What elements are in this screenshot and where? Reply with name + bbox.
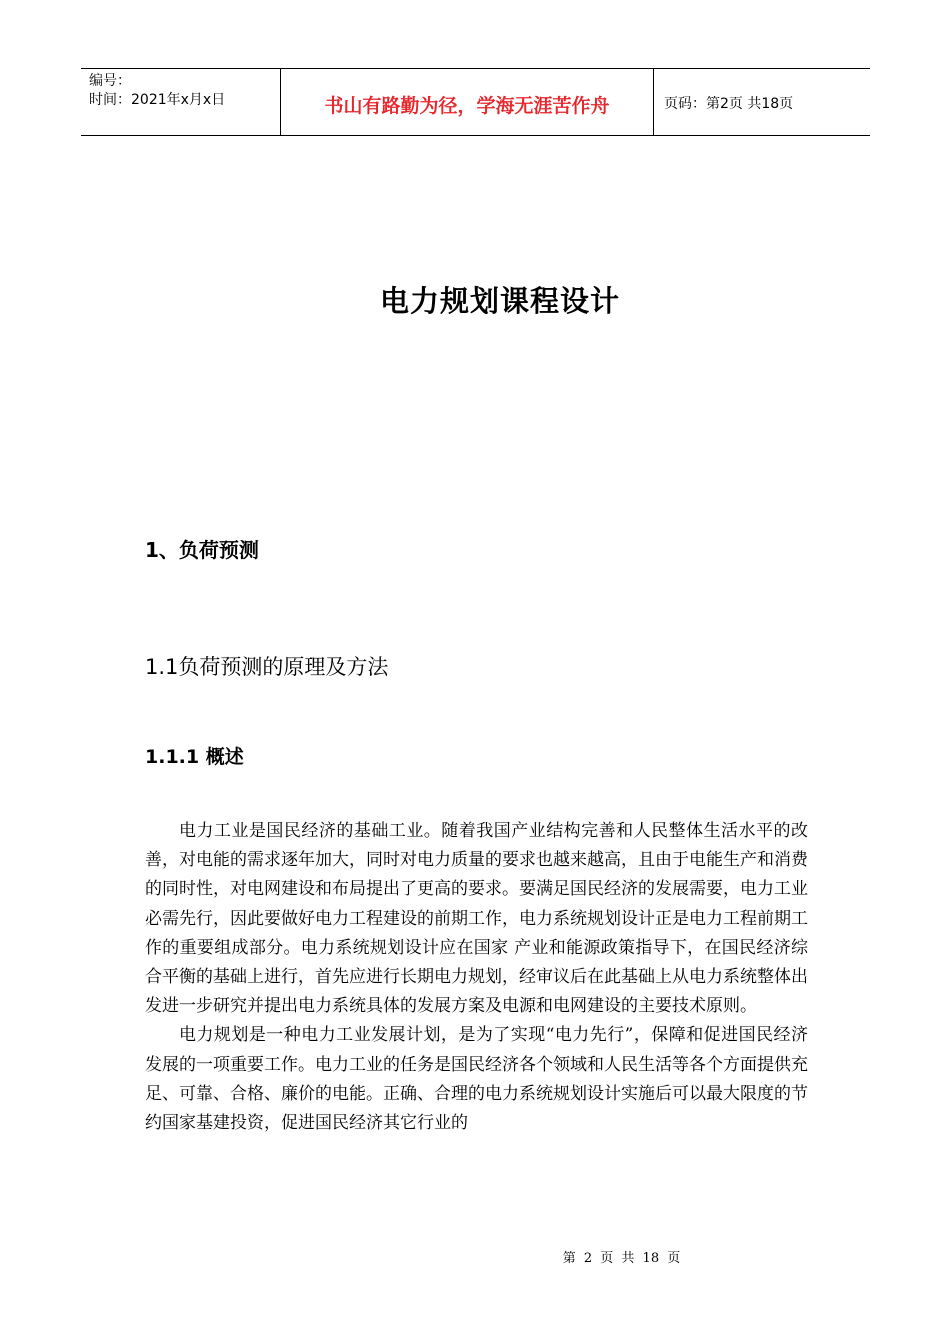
header-left-cell (81, 69, 281, 135)
body-text (145, 817, 808, 1138)
document-title: 电力规划课程设计 (379, 284, 620, 318)
page-footer: 第 2 页 共 18 页 (562, 1251, 681, 1266)
motto-text: 书山有路勤为径，学海无涯苦作舟 (324, 94, 610, 117)
heading-section-1-1-1: 1.1.1 概述 (145, 746, 244, 768)
header-page-cell (654, 69, 870, 135)
heading-section-1: 1、负荷预测 (145, 538, 259, 562)
paragraph: 电力规划是一种电力工业发展计划，是为了实现“电力先行”，保障和促进国民经济发展的一项重要工作。电力工业的任务是国民经济各个领域和人民生活等各个方面提供充足、可靠、合格、廉价的电能。正确、合理的电力系统规划设计实施后可以最大限度的节约国家基建投资，促进国民经济其它行业的 (145, 1025, 808, 1134)
paragraph: 电力工业是国民经济的基础工业。随着我国产业结构完善和人民整体生活水平的改善，对电能的需求逐年加大，同时对电力质量的要求也越来越高，且由于电能生产和消费的同时性，对电网建设和布局提出了更高的要求。要满足国民经济的发展需要，电力工业必需先行，因此要做好电力工程建设的前期工作，电力系统规划设计正是电力工程前期工作的重要组成部分。电力系统规划设计应在国家 产业和能源政策指导下，在国民经济综合平衡的基础上进行，首先应进行长期电力规划，经审议后在此基础上从电力系统整体出发进一步研究并提出电力系统具体的发展方案及电源和电网建设的主要技术原则。 (145, 821, 808, 1017)
time-label: 时间：2021年x月x日 (89, 92, 226, 108)
page-info: 页码：第2页 共18页 (664, 96, 794, 112)
header-motto-cell (281, 69, 654, 135)
page-header (81, 68, 870, 136)
heading-section-1-1: 1.1负荷预测的原理及方法 (145, 655, 389, 679)
number-label: 编号： (89, 73, 131, 89)
